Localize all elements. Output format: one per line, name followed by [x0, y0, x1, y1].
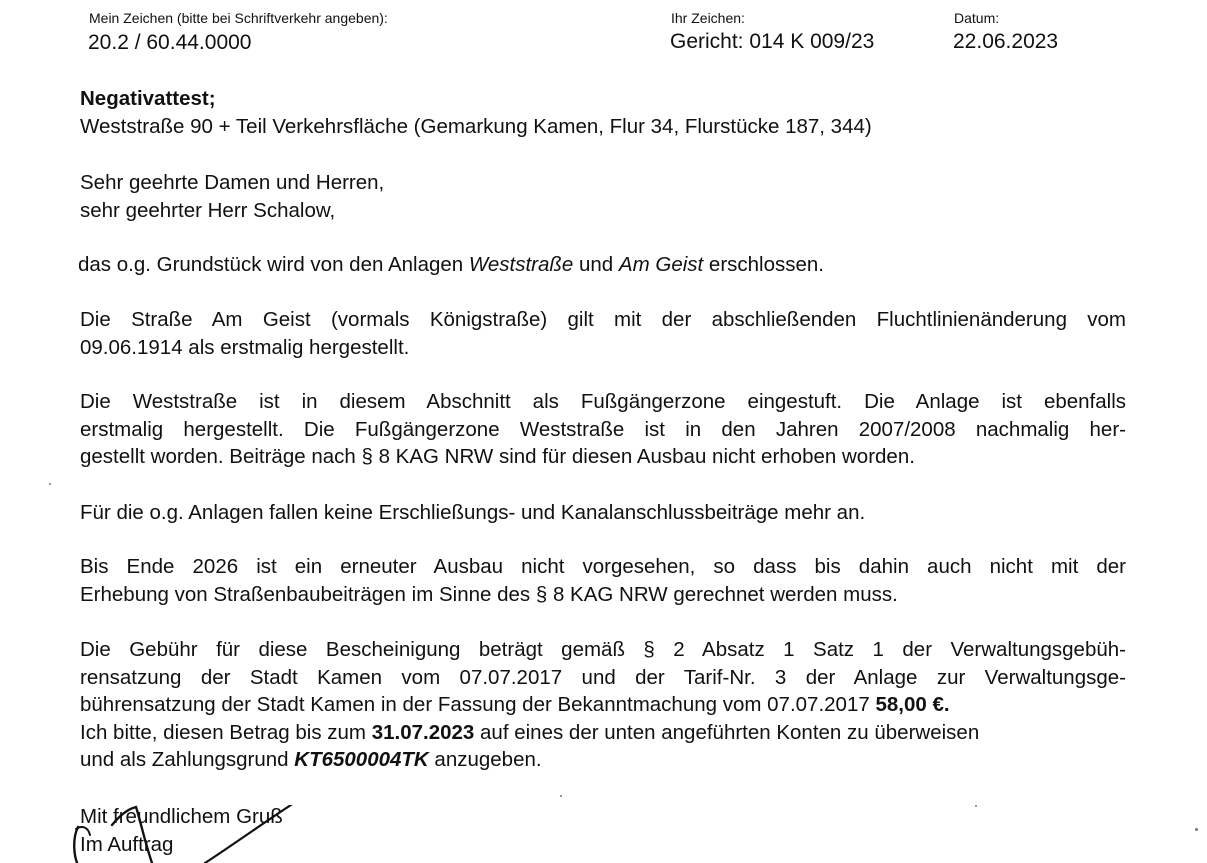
p6-line-5: und als Zahlungsgrund KT6500004TK anzugeben. [80, 748, 542, 771]
your-reference-value: Gericht: 014 K 009/23 [670, 30, 875, 53]
date-label: Datum: [954, 10, 1000, 26]
paragraph-2 [80, 306, 1126, 361]
p5-line-2: Erhebung von Straßenbaubeiträgen im Sinne des § 8 KAG NRW gerechnet werden muss. [80, 582, 898, 606]
due-date: 31.07.2023 [371, 720, 475, 744]
p2-line-1: Die Straße Am Geist (vormals Königstraße) gilt mit der abschließenden Fluchtlinienänderung vom [80, 308, 1126, 331]
p4-line-1: Für die o.g. Anlagen fallen keine Erschließungs- und Kanalanschlussbeiträge mehr an. [80, 501, 866, 524]
paragraph-6 [80, 636, 1126, 774]
p2-line-2: 09.06.1914 als erstmalig hergestellt. [80, 335, 410, 359]
paragraph-5 [80, 553, 1126, 608]
my-reference-value: 20.2 / 60.44.0000 [88, 31, 252, 54]
scan-speck [975, 805, 977, 807]
salutation-line-2: sehr geehrter Herr Schalow, [80, 198, 336, 222]
subject-title: Negativattest; [80, 87, 216, 110]
p3-line-2: erstmalig hergestellt. Die Fußgängerzone Weststraße ist in den Jahren 2007/2008 nachmalig her- [80, 417, 1126, 441]
p3-line-3: gestellt worden. Beiträge nach § 8 KAG NRW sind für diesen Ausbau nicht erhoben worden. [80, 445, 915, 468]
p5-line-1: Bis Ende 2026 ist ein erneuter Ausbau nicht vorgesehen, so dass bis dahin auch nicht mit der [80, 555, 1126, 578]
paragraph-4 [80, 499, 1126, 527]
scan-speck [1195, 828, 1198, 831]
p6-line-4: Ich bitte, diesen Betrag bis zum 31.07.2023 auf eines der unten angeführten Konten zu überweisen [80, 720, 980, 744]
p1-street-name-2: Am Geist [618, 253, 704, 276]
date-value: 22.06.2023 [953, 30, 1059, 53]
salutation-line-1: Sehr geehrte Damen und Herren, [80, 171, 385, 194]
p3-line-1: Die Weststraße ist in diesem Abschnitt als Fußgängerzone eingestuft. Die Anlage ist ebenfalls [80, 390, 1126, 413]
paragraph-1 [78, 251, 1124, 279]
fee-amount: 58,00 € [875, 693, 944, 716]
payment-reference: KT6500004TK [294, 748, 429, 771]
p1-text-post: erschlossen. [703, 253, 824, 276]
subject-block [80, 85, 1126, 140]
p6-line-3: bührensatzung der Stadt Kamen in der Fassung der Bekanntmachung vom 07.07.2017 58,00 €. [80, 693, 950, 716]
scan-speck [49, 483, 51, 485]
closing-greeting: Mit freundlichem Gruß [80, 805, 283, 828]
paragraph-3 [80, 388, 1126, 471]
scan-speck [560, 795, 562, 797]
signature-scribble [60, 805, 320, 863]
p1-text-mid: und [573, 253, 619, 276]
p6-line-2: rensatzung der Stadt Kamen vom 07.07.2017 und der Tarif-Nr. 3 der Anlage zur Verwaltungsge- [80, 665, 1126, 689]
subject-line: Weststraße 90 + Teil Verkehrsfläche (Gemarkung Kamen, Flur 34, Flurstücke 187, 344) [80, 114, 872, 138]
p1-text-pre: das o.g. Grundstück wird von den Anlagen [78, 253, 469, 276]
salutation-block [80, 169, 1126, 224]
p6-line-1: Die Gebühr für diese Bescheinigung beträgt gemäß § 2 Absatz 1 Satz 1 der Verwaltungsgebüh- [80, 638, 1126, 661]
p1-street-name-1: Weststraße [468, 253, 574, 276]
your-reference-label: Ihr Zeichen: [671, 10, 745, 26]
closing-on-behalf: Im Auftrag [80, 832, 174, 856]
my-reference-label: Mein Zeichen (bitte bei Schriftverkehr angeben): [89, 10, 388, 26]
